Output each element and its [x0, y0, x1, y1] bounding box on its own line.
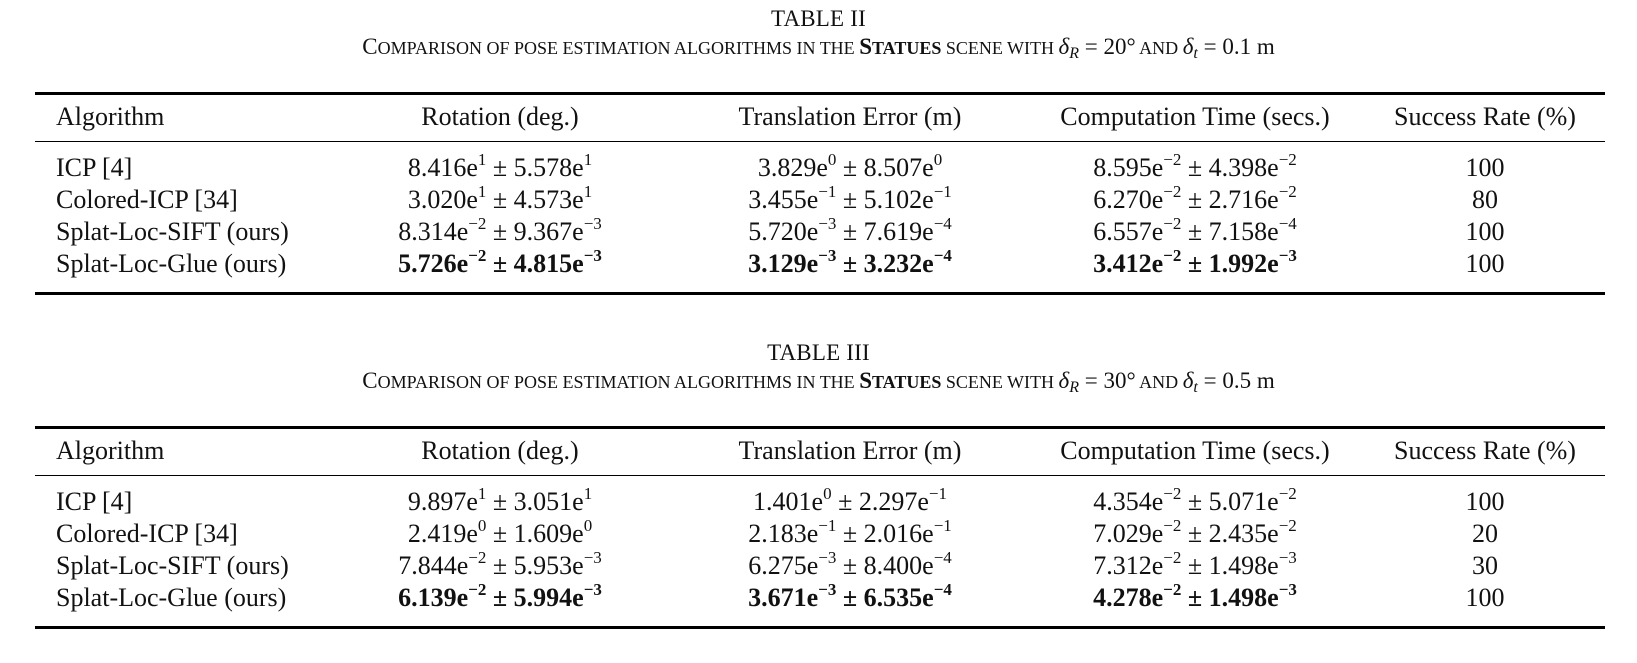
success-cell: 100: [1465, 487, 1505, 516]
algorithm-cell: ICP [4]: [56, 153, 133, 182]
rotation-cell: $3.020e^1 \pm 4.573e^1$: [407, 182, 593, 214]
success-cell: 100: [1465, 583, 1505, 612]
translation-cell: $3.671e^{-3} \pm 6.535e^{-4}$: [748, 580, 952, 612]
table-caption: COMPARISON OF POSE ESTIMATION ALGORITHMS IN THE STATUES SCENE WITH $\delta_R = 20^\circ$ AND $\delta_t = 0.1$ m: [362, 34, 1275, 62]
success-cell: 100: [1465, 217, 1505, 246]
top-rule: [35, 426, 1605, 429]
success-cell: 20: [1472, 519, 1498, 548]
translation-cell: $2.183e^{-1} \pm 2.016e^{-1}$: [748, 516, 952, 548]
translation-cell: $5.720e^{-3} \pm 7.619e^{-4}$: [748, 214, 952, 246]
header-time: Computation Time (secs.): [1060, 102, 1330, 131]
time-cell: $6.557e^{-2} \pm 7.158e^{-4}$: [1093, 214, 1297, 246]
table-row: [0, 518, 1637, 550]
time-cell: $4.278e^{-2} \pm 1.498e^{-3}$: [1093, 580, 1297, 612]
success-cell: 100: [1465, 153, 1505, 182]
rotation-cell: $6.139e^{-2} \pm 5.994e^{-3}$: [398, 580, 602, 612]
success-cell: 30: [1472, 551, 1498, 580]
table-row: [0, 184, 1637, 216]
translation-cell: $3.129e^{-3} \pm 3.232e^{-4}$: [748, 246, 952, 278]
translation-cell: $6.275e^{-3} \pm 8.400e^{-4}$: [748, 548, 952, 580]
table-row: [0, 486, 1637, 518]
translation-cell: $1.401e^0 \pm 2.297e^{-1}$: [753, 484, 947, 516]
header-row: [0, 435, 1637, 467]
header-translation: Translation Error (m): [738, 102, 962, 131]
rotation-cell: $8.314e^{-2} \pm 9.367e^{-3}$: [398, 214, 602, 246]
header-algorithm: Algorithm: [56, 436, 165, 465]
algorithm-cell: Colored-ICP [34]: [56, 519, 238, 548]
header-rotation: Rotation (deg.): [421, 436, 579, 465]
time-cell: $7.312e^{-2} \pm 1.498e^{-3}$: [1093, 548, 1297, 580]
header-algorithm: Algorithm: [56, 102, 165, 131]
success-cell: 80: [1472, 185, 1498, 214]
rotation-cell: $7.844e^{-2} \pm 5.953e^{-3}$: [398, 548, 602, 580]
translation-cell: $3.829e^0 \pm 8.507e^0$: [757, 150, 943, 182]
header-row: [0, 101, 1637, 133]
header-time: Computation Time (secs.): [1060, 436, 1330, 465]
table-row: [0, 248, 1637, 280]
translation-cell: $3.455e^{-1} \pm 5.102e^{-1}$: [748, 182, 952, 214]
bottom-rule: [35, 626, 1605, 629]
header-success: Success Rate (%): [1394, 436, 1576, 465]
header-rotation: Rotation (deg.): [421, 102, 579, 131]
algorithm-cell: Colored-ICP [34]: [56, 185, 238, 214]
rotation-cell: $9.897e^1 \pm 3.051e^1$: [407, 484, 593, 516]
algorithm-cell: Splat-Loc-Glue (ours): [56, 583, 287, 612]
table-row: [0, 582, 1637, 614]
time-cell: $4.354e^{-2} \pm 5.071e^{-2}$: [1093, 484, 1297, 516]
scene-name: S: [859, 368, 872, 393]
time-cell: $8.595e^{-2} \pm 4.398e^{-2}$: [1093, 150, 1297, 182]
algorithm-cell: ICP [4]: [56, 487, 133, 516]
header-success: Success Rate (%): [1394, 102, 1576, 131]
algorithm-cell: Splat-Loc-SIFT (ours): [56, 551, 289, 580]
rotation-cell: $5.726e^{-2} \pm 4.815e^{-3}$: [398, 246, 602, 278]
time-cell: $3.412e^{-2} \pm 1.992e^{-3}$: [1093, 246, 1297, 278]
rotation-cell: $8.416e^1 \pm 5.578e^1$: [407, 150, 593, 182]
mid-rule: [35, 141, 1605, 142]
rotation-cell: $2.419e^0 \pm 1.609e^0$: [407, 516, 593, 548]
table-row: [0, 550, 1637, 582]
algorithm-cell: Splat-Loc-Glue (ours): [56, 249, 287, 278]
algorithm-cell: Splat-Loc-SIFT (ours): [56, 217, 289, 246]
success-cell: 100: [1465, 249, 1505, 278]
top-rule: [35, 92, 1605, 95]
table-label: TABLE II: [771, 6, 866, 31]
mid-rule: [35, 475, 1605, 476]
table-row: [0, 216, 1637, 248]
scene-name: S: [859, 34, 872, 59]
bottom-rule: [35, 292, 1605, 295]
table-row: [0, 152, 1637, 184]
time-cell: $7.029e^{-2} \pm 2.435e^{-2}$: [1093, 516, 1297, 548]
header-translation: Translation Error (m): [738, 436, 962, 465]
time-cell: $6.270e^{-2} \pm 2.716e^{-2}$: [1093, 182, 1297, 214]
table-label: TABLE III: [767, 340, 870, 365]
table-caption: COMPARISON OF POSE ESTIMATION ALGORITHMS IN THE STATUES SCENE WITH $\delta_R = 30^\circ$ AND $\delta_t = 0.5$ m: [362, 368, 1275, 396]
